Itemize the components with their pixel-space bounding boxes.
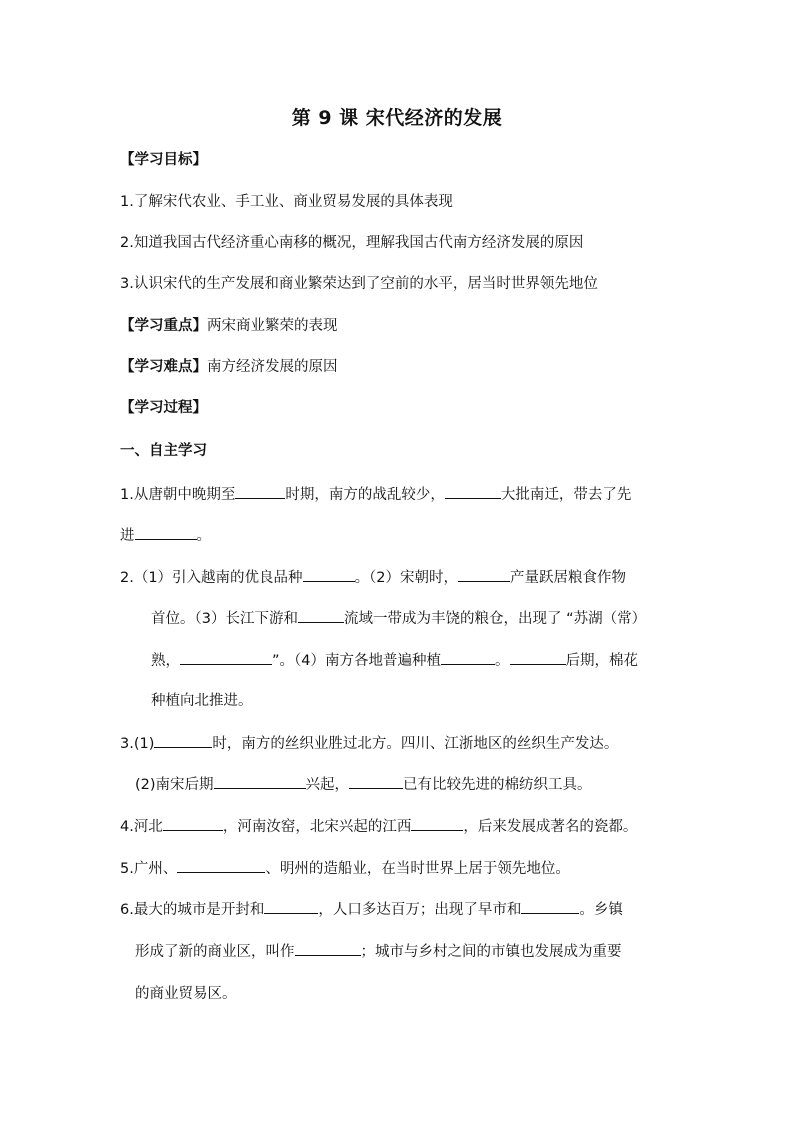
answer-blank[interactable] bbox=[441, 650, 495, 665]
answer-blank[interactable] bbox=[521, 899, 579, 914]
answer-blank[interactable] bbox=[303, 567, 355, 582]
question-4: 4.河北 ，河南汝窑，北宋兴起的江西 ，后来发展成著名的瓷都。 bbox=[120, 816, 637, 837]
answer-blank[interactable] bbox=[411, 816, 463, 831]
goal-item-3: 3.认识宋代的生产发展和商业繁荣达到了空前的水平，居当时世界领先地位 bbox=[120, 276, 598, 292]
answer-blank[interactable] bbox=[458, 567, 510, 582]
answer-blank[interactable] bbox=[214, 774, 306, 789]
difficulty-heading: 【学习难点】 bbox=[120, 359, 207, 375]
focus-row bbox=[120, 316, 338, 336]
answer-blank[interactable] bbox=[235, 484, 285, 499]
goals-heading: 【学习目标】 bbox=[120, 152, 207, 168]
question-1-line-2: 进 。 bbox=[120, 525, 211, 546]
answer-blank[interactable] bbox=[154, 733, 212, 748]
answer-blank[interactable] bbox=[295, 941, 361, 956]
goal-item-2: 2.知道我国古代经济重心南移的概况，理解我国古代南方经济发展的原因 bbox=[120, 235, 584, 251]
goal-item-1: 1.了解宋代农业、手工业、商业贸易发展的具体表现 bbox=[120, 194, 453, 210]
question-6-line-3: 的商业贸易区。 bbox=[135, 986, 237, 1002]
answer-blank[interactable] bbox=[177, 858, 265, 873]
answer-blank[interactable] bbox=[510, 650, 566, 665]
focus-text: 两宋商业繁荣的表现 bbox=[207, 318, 338, 334]
answer-blank[interactable] bbox=[298, 608, 344, 623]
answer-blank[interactable] bbox=[180, 650, 272, 665]
question-2-line-4: 种植向北推进。 bbox=[151, 693, 253, 709]
question-5: 5.广州、 、明州的造船业，在当时世界上居于领先地位。 bbox=[120, 858, 570, 879]
question-2-line-3: 熟， ”。（4）南方各地普遍种植 。 后期，棉花 bbox=[151, 650, 638, 671]
question-2-line-2: 首位。（3）长江下游和 流域一带成为丰饶的粮仓，出现了 “苏湖（常） bbox=[151, 608, 646, 629]
answer-blank[interactable] bbox=[445, 484, 501, 499]
question-6-line-2: 形成了新的商业区，叫作 ；城市与乡村之间的市镇也发展成为重要 bbox=[135, 941, 622, 962]
process-heading: 【学习过程】 bbox=[120, 400, 207, 416]
answer-blank[interactable] bbox=[163, 816, 223, 831]
lesson-title: 第 9 课 宋代经济的发展 bbox=[291, 107, 503, 129]
question-3-line-1: 3.(1) 时，南方的丝织业胜过北方。四川、江浙地区的丝织生产发达。 bbox=[120, 733, 618, 754]
question-3-line-2: (2)南宋后期 兴起， 已有比较先进的棉纺织工具。 bbox=[135, 774, 592, 795]
question-6-line-1: 6.最大的城市是开封和 ，人口多达百万；出现了早市和 。乡镇 bbox=[120, 899, 623, 920]
focus-heading: 【学习重点】 bbox=[120, 318, 207, 334]
difficulty-text: 南方经济发展的原因 bbox=[207, 359, 338, 375]
answer-blank[interactable] bbox=[349, 774, 403, 789]
question-2-line-1: 2.（1）引入越南的优良品种 。（2）宋朝时， 产量跃居粮食作物 bbox=[120, 567, 626, 588]
question-1-line-1: 1.从唐朝中晚期至 时期，南方的战乱较少， 大批南迁，带去了先 bbox=[120, 484, 631, 505]
section-self-study: 一、自主学习 bbox=[120, 443, 207, 459]
difficulty-row bbox=[120, 357, 338, 377]
answer-blank[interactable] bbox=[135, 525, 197, 540]
answer-blank[interactable] bbox=[264, 899, 318, 914]
